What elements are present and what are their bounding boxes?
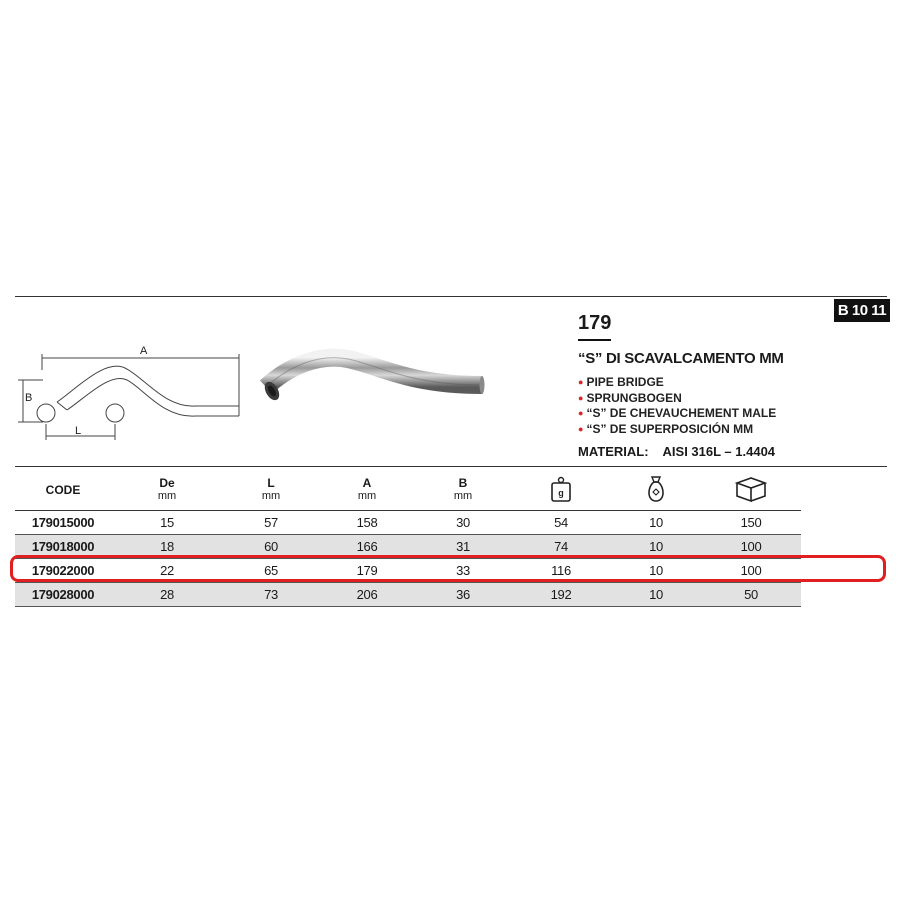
table-row (15, 583, 801, 607)
table-cell: 179 (356, 563, 378, 578)
table-cell: 36 (456, 587, 470, 602)
table-cell: 116 (551, 563, 571, 578)
table-cell: 150 (740, 515, 762, 530)
table-cell: 158 (356, 515, 378, 530)
header-l: L mm (261, 476, 281, 502)
table-cell: 179018000 (31, 539, 95, 554)
table-header (15, 470, 801, 511)
header-de: De mm (157, 476, 177, 502)
table-cell: 179028000 (31, 587, 95, 602)
material-label: MATERIAL: (578, 444, 649, 459)
table-cell: 73 (264, 587, 278, 602)
table-row (15, 511, 801, 535)
label-b: B (25, 392, 33, 404)
table-cell: 28 (160, 587, 174, 602)
translation-item: ● “S” DE CHEVAUCHEMENT MALE (578, 406, 777, 420)
table-cell: 166 (356, 539, 378, 554)
bullet-icon: ● (578, 408, 584, 418)
bullet-icon: ● (578, 423, 584, 434)
table-cell: 30 (456, 515, 470, 530)
bullet-icon: ● (578, 392, 584, 403)
table-cell: 10 (649, 515, 663, 530)
dimension-diagram (15, 340, 245, 445)
product-number: 179 (578, 312, 611, 341)
table-cell: 74 (554, 539, 568, 554)
box-icon (701, 475, 801, 506)
table-cell: 15 (160, 515, 174, 530)
table-cell: 18 (160, 539, 174, 554)
material-value: AISI 316L – 1.4404 (662, 444, 776, 459)
weight-icon (511, 476, 611, 505)
spec-table (15, 470, 801, 607)
bag-icon (611, 475, 701, 506)
section-divider (15, 466, 887, 467)
table-cell: 10 (649, 563, 663, 578)
product-photo (258, 345, 490, 415)
bullet-icon: ● (578, 377, 584, 387)
table-cell: 57 (264, 515, 278, 530)
table-cell: 10 (649, 587, 663, 602)
table-cell: 31 (456, 539, 470, 554)
svg-text:g: g (558, 487, 564, 498)
translation-item: ● SPRUNGBOGEN (578, 390, 682, 405)
table-cell: 65 (264, 563, 278, 578)
product-title: “S” DI SCAVALCAMENTO MM (578, 350, 784, 367)
table-cell: 54 (554, 515, 568, 530)
translation-item: ● PIPE BRIDGE (578, 375, 664, 389)
table-cell: 100 (740, 539, 762, 554)
page-code-badge: B 10 11 (834, 299, 890, 322)
header-code: CODE (45, 482, 81, 497)
table-cell: 10 (649, 539, 663, 554)
table-cell: 22 (160, 563, 174, 578)
translation-item: ● “S” DE SUPERPOSICIÓN MM (578, 421, 754, 436)
table-cell: 50 (744, 587, 758, 602)
table-cell: 179022000 (31, 563, 95, 578)
material-line (578, 444, 775, 459)
top-divider (15, 296, 887, 297)
table-cell: 192 (550, 587, 572, 602)
header-a: A mm (357, 476, 377, 502)
label-l: L (75, 425, 82, 437)
table-cell: 60 (264, 539, 278, 554)
row-highlight-outline (10, 555, 886, 582)
table-cell: 206 (356, 587, 378, 602)
table-cell: 33 (456, 563, 470, 578)
table-cell: 100 (740, 563, 762, 578)
translation-list (578, 375, 776, 437)
table-cell: 179015000 (31, 515, 95, 530)
header-b: B mm (453, 476, 473, 502)
label-a: A (140, 345, 148, 357)
